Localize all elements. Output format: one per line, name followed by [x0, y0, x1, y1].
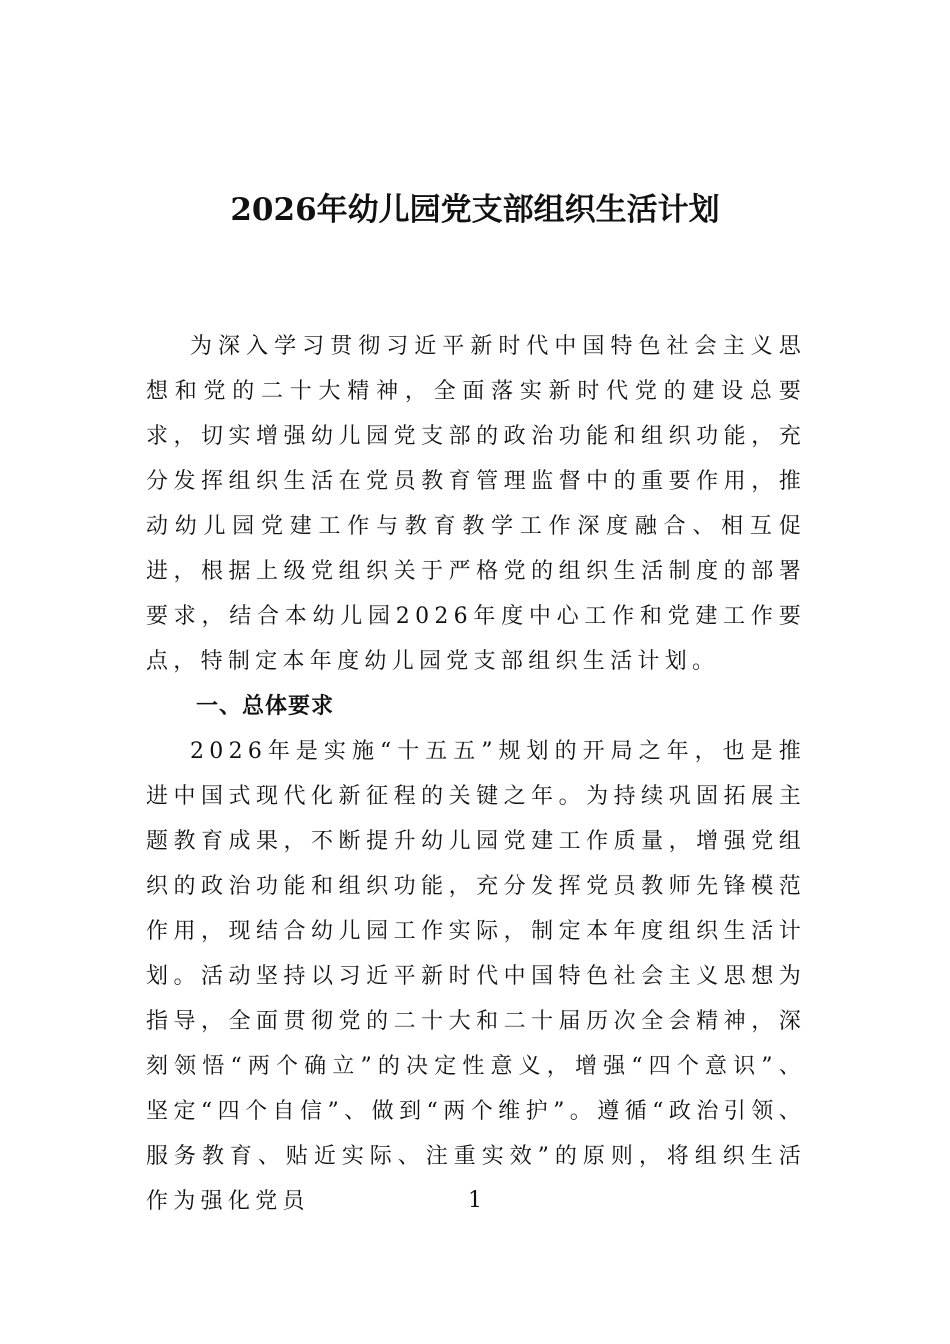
section-paragraph: 2026年是实施“十五五”规划的开局之年，也是推进中国式现代化新征程的关键之年。为持续巩固拓展主题教育成果，不断提升幼儿园党建工作质量，增强党组织的政治功能和组织功能，充分发挥党员教师先锋模范作用，现结合幼儿园工作实际，制定本年度组织生活计划。活动坚持以习近平新时代中国特色社会主义思想为指导，全面贯彻党的二十大和二十届历次全会精神，深刻领悟“两个确立”的决定性意义，增强“四个意识”、坚定“四个自信”、做到“两个维护”。遵循“政治引领、服务教育、贴近实际、注重实效”的原则，将组织生活作为强化党员 — [146, 739, 806, 1214]
document-title: 2026年幼儿园党支部组织生活计划 — [230, 192, 720, 228]
page-number: 1 — [468, 1188, 482, 1213]
intro-paragraph: 为深入学习贯彻习近平新时代中国特色社会主义思想和党的二十大精神，全面落实新时代党的建设总要求，切实增强幼儿园党支部的政治功能和组织功能，充分发挥组织生活在党员教育管理监督中的重要作用，推动幼儿园党建工作与教育教学工作深度融合、相互促进，根据上级党组织关于严格党的组织生活制度的部署要求，结合本幼儿园2026年度中心工作和党建工作要点，特制定本年度幼儿园党支部组织生活计划。 — [146, 334, 806, 674]
section-heading: 一、总体要求 — [196, 694, 335, 719]
document-body — [146, 324, 806, 1224]
